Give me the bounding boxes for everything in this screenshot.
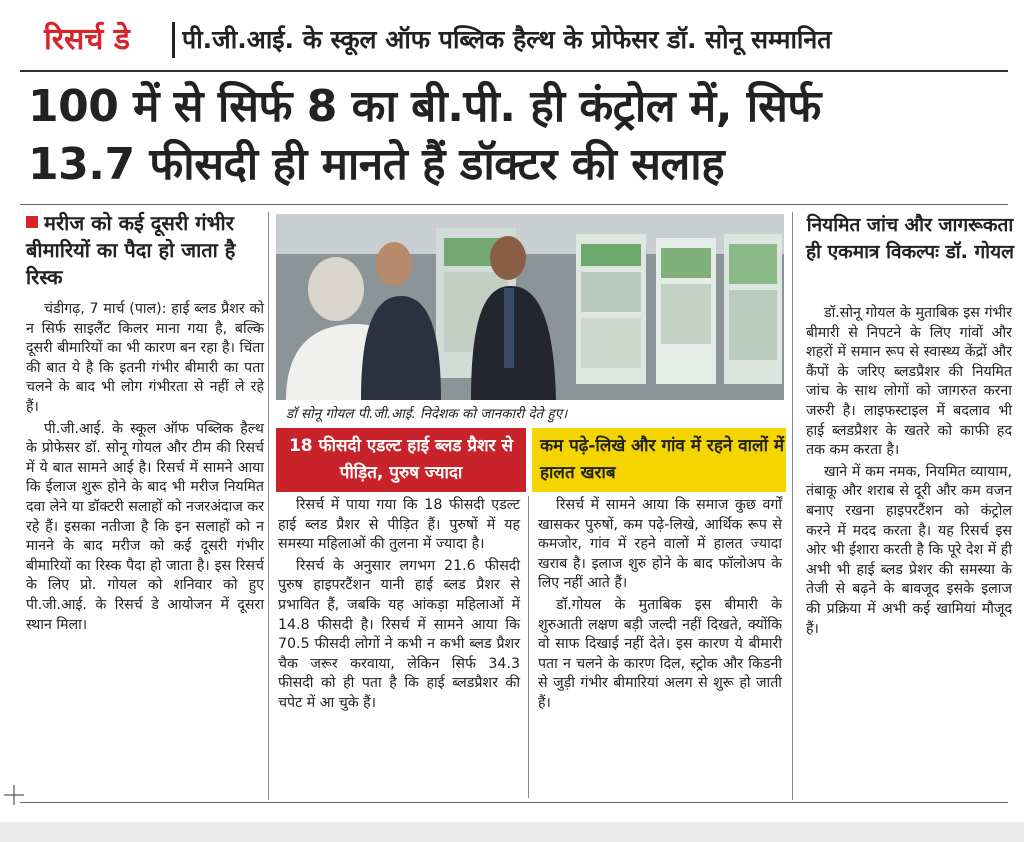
left-article-body [26,300,264,637]
right-paragraph: खाने में कम नमक, नियमित व्यायाम, तंबाकू और शराब से दूरी और कम वजन बनाए रखना हाइपरटैंशन को कंट्रोल करने में मदद करता है। यह रिसर्च इस ओर भी ईशारा करती है कि पूरे देश में ही अभी भी हाई ब्लड प्रेशर की समस्या के तेजी से बढ़ने के बावजूद इसके इलाज की प्रक्रिया में अभी कई खामियां मौजूद हैं। [806,463,1012,637]
header-rule [20,70,1008,72]
crop-mark-icon [4,785,24,805]
headline-line-1: 100 में से सिर्फ 8 का बी.पी. ही कंट्रोल में, सिर्फ [28,81,821,132]
right-paragraph: डॉ.सोनू गोयल के मुताबिक इस गंभीर बीमारी से निपटने के लिए गांवों और शहरों में समान रूप से स्वास्थ्य केंद्रों और कैंपों के जरिए ब्लडप्रैशर की नियमित जांच के साथ लोगों को जागरुत करना जरुरी है। लाइफस्टाइल में बदलाव भी हाई ब्लडप्रैशर के खतरे को काफी हद तक कम करता है। [806,305,1012,459]
news-photo [276,214,784,400]
section-kicker: रिसर्च डे [44,22,130,57]
left-paragraph: पी.जी.आई. के स्कूल ऑफ पब्लिक हैल्थ के प्रोफेसर डॉ. सोनू गोयल और टीम की रिसर्च में ये बात सामने आई है। रिसर्च में सामने आया कि ईलाज शुरू होने के बाद भी मरीज नियमित दवा लेने या डॉक्टरी सलाहों को नजरअंदाज कर रहे हैं। इसका नतीजा है कि इन सलाहों को न मानने के बाद मरीज को कई दूसरी गंभीर बीमारियों का रिस्क पैदा हो जाता है। इस रिसर्च के लिए प्रो. गोयल को शनिवार को हुए पी.जी.आई. के रिसर्च डे आयोजन में दूसरा स्थान मिला। [26,420,264,633]
right-subhead: नियमित जांच और जागरूकता ही एकमात्र विकल्पः डॉ. गोयल [805,214,1015,263]
topline-headline: पी.जी.आई. के स्कूल ऑफ पब्लिक हैल्थ के प्रोफेसर डॉ. सोनू सम्मानित [182,25,832,54]
mid2-article-body [538,496,782,716]
column-divider [528,496,529,798]
right-article-body [806,304,1012,641]
photo-illustration [276,214,784,400]
mid2-paragraph: रिसर्च में सामने आया कि समाज कुछ वर्गों खासकर पुरुषों, कम पढ़े-लिखे, आर्थिक रूप से कमजोर, गांव में रहने वालों में हालत ज्यादा खराब है। इलाज शुरु होने के बाद फॉलोअप के लिए नहीं आते हैं। [538,497,782,592]
main-headline [28,78,1018,194]
bottom-rule [20,802,1008,803]
mid2-paragraph: डॉ.गोयल के मुताबिक इस बीमारी के शुरुआती लक्षण बड़ी जल्दी नहीं दिखते, क्योंकि वो साफ दिखाई नहीं देते। इस कारण ये बीमारी पता न चलने के कारण दिल, स्ट्रोक और किडनी से जुड़ी गंभीर बीमारियां अलग से शुरू हो जाती हैं। [538,596,782,711]
headline-rule [20,204,1008,205]
red-subhead-box: 18 फीसदी एडल्ट हाई ब्लड प्रैशर से पीड़ित, पुरुष ज्यादा [276,428,526,492]
bullet-square-icon [26,216,38,228]
yellow-subhead-box: कम पढ़े-लिखे और गांव में रहने वालों में हालत खराब [532,428,786,492]
column-divider [792,212,793,800]
headline-line-2: 13.7 फीसदी ही मानते हैं डॉक्टर की सलाह [28,139,725,190]
left-subhead [26,210,274,291]
mid1-paragraph: रिसर्च में पाया गया कि 18 फीसदी एडल्ट हाई ब्लड प्रैशर से पीड़ित हैं। पुरुषों में यह समस्या महिलाओं की तुलना में ज्यादा है। [278,497,520,553]
column-divider [268,212,269,800]
left-subhead-text: मरीज को कई दूसरी गंभीर बीमारियों का पैदा हो जाता है रिस्क [26,211,236,289]
photo-caption: डॉ सोनू गोयल पी.जी.आई. निदेशक को जानकारी देते हुए। [286,406,568,422]
kicker-separator [172,22,175,58]
mid1-article-body [278,496,520,716]
left-paragraph: चंडीगढ़, 7 मार्च (पाल): हाई ब्लड प्रैशर को न सिर्फ साइलैंट किलर माना गया है, बल्कि दूसरी बीमारियों का भी कारण बन रहा है। चिंता की बात ये है कि इतनी गंभीर बीमारी का पता चलने के बाद भी लोग गंभीरता से नहीं ले रहे हैं। [26,301,264,415]
page-footer-band [0,822,1024,842]
mid1-paragraph: रिसर्च के अनुसार लगभग 21.6 फीसदी पुरुष हाइपरटैंशन यानी हाई ब्लड प्रैशर से प्रभावित हैं, जबकि यह आंकड़ा महिलाओं में 14.8 फीसदी है। रिसर्च में सामने आया कि 70.5 फीसदी लोगों ने कभी न कभी ब्लड प्रैशर चैक जरूर करवाया, लेकिन सिर्फ 34.3 फीसदी को ही पता है कि हाई ब्लडप्रैशर की चपेट में आ चुके हैं। [278,557,520,711]
